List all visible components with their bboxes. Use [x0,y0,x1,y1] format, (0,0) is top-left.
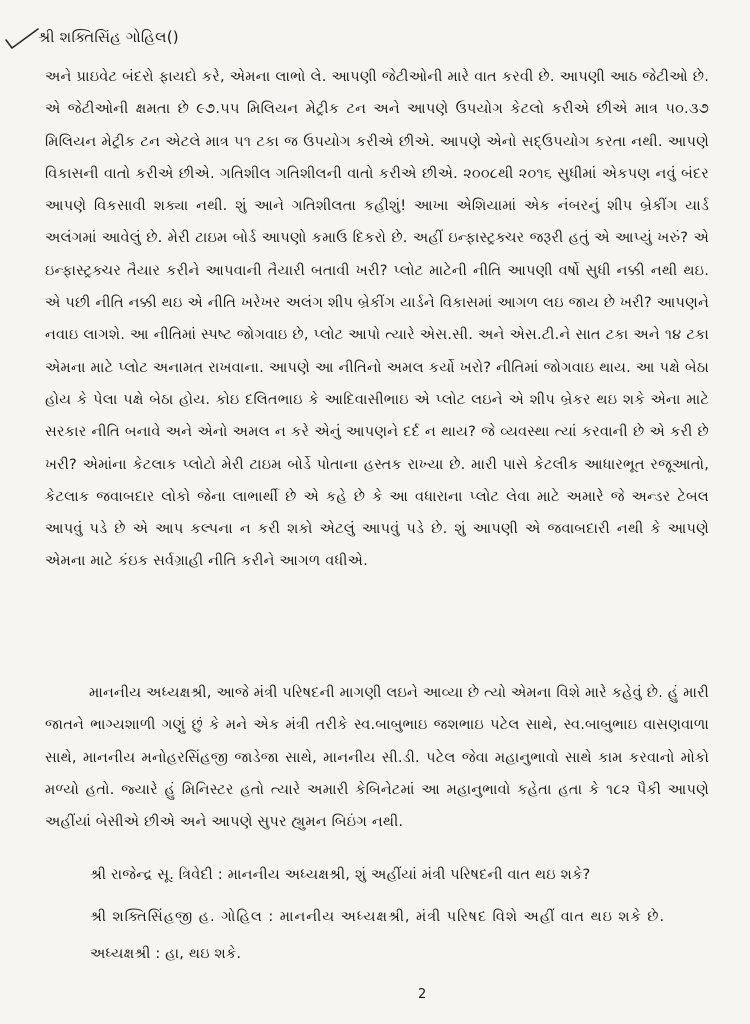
checkmark-icon [4,26,40,52]
page-number: 2 [418,987,427,1002]
dialogue-line-3: અધ્યક્ષશ્રી : હા, થઇ શકે. [90,945,242,962]
paragraph-1: અને પ્રાઇવેટ બંદરો ફાયદો કરે, એમના લાભો લે. આપણી જેટીઓની મારે વાત કરવી છે. આપણી આઠ જેટીઓ છે. એ જેટીઓની ક્ષમતા છે ૯૭.૫૫ મિલિયન મેટ્રીક ટન અને આપણે ઉપયોગ કેટલો કરીએ છીએ માત્ર ૫૦.૩૭ મિલિયન મેટ્રીક ટન એટલે માત્ર ૫૧ ટકા જ ઉપયોગ કરીએ છીએ. આપણે એનો સદ્ઉપયોગ કરતા નથી. આપણે વિકાસની વાતો કરીએ છીએ. ગતિશીલ ગતિશીલની વાતો કરીએ છીએ. ૨૦૦૮થી ૨૦૧૬ સુધીમાં એકપણ નવું બંદર આપણે વિકસાવી શક્યા નથી. શું આને ગતિશીલતા કહીશું! આખા એશિયામાં એક નંબરનું શીપ બ્રેકીંગ યાર્ડ અલંગમાં આવેલું છે. મેરી ટાઇમ બોર્ડ આપણો કમાઉ દિકરો છે. અહીં ઇન્ફાસ્ટ્રક્ચર જરૂરી હતું એ આપ્યું ખરું? એ ઇન્ફાસ્ટ્રક્ચર તૈયાર કરીને આપવાની તૈયારી બતાવી ખરી? પ્લોટ માટેની નીતિ આપણી વર્ષો સુધી નક્કી નથી થઇ. એ પછી નીતિ નક્કી થઇ એ નીતિ ખરેખર અલંગ શીપ બ્રેકીંગ યાર્ડને વિકાસમાં આગળ લઇ જાય છે ખરી? આપણને નવાઇ લાગશે. આ નીતિમાં સ્પષ્ટ જોગવાઇ છે, પ્લોટ આપો ત્યારે એસ.સી. અને એસ.ટી.ને સાત ટકા અને ૧૪ ટકા એમના માટે પ્લોટ અનામત રાખવાના. આપણે આ નીતિનો અમલ કર્યો ખરો? નીતિમાં જોગવાઇ થાય. આ પક્ષે બેઠા હોય કે પેલા પક્ષે બેઠા હોય. કોઇ દલિતભાઇ કે આદિવાસીભાઇ એ પ્લોટ લઇને એ શીપ બ્રેકર થઇ શકે એના માટે સરકાર નીતિ બનાવે અને એનો અમલ ન કરે એનું આપણને દર્દ ન થાય? જે વ્યવસ્થા ત્યાં કરવાની છે એ કરી છે ખરી? એમાંના કેટલાક પ્લોટો મેરી ટાઇમ બોર્ડે પોતાના હસ્તક રાખ્યા છે. મારી પાસે કેટલીક આધારભૂત રજૂઆતો, કેટલાક જવાબદાર લોકો જેના લાભાર્થી છે એ કહે છે કે આ વધારાના પ્લોટ લેવા માટે અમારે જે અન્ડર ટેબલ આપવું પડે છે એ આપ કલ્પના ન કરી શકો એટલું આપવું પડે છે. શું આપણી એ જવાબદારી નથી કે આપણે એમના માટે કંઇક સર્વગ્રાહી નીતિ કરીને આગળ વધીએ. [45,68,709,570]
speaker-heading: શ્રી શક્તિસિંહ ગોહિલ() [38,28,179,46]
dialogue-line-2: શ્રી શક્તિસિંહજી હ. ગોહિલ : માનનીય અધ્યક્ષશ્રી, મંત્રી પરિષદ વિશે અહીં વાત થઇ શકે છે. [90,908,666,925]
dialogue-line-1: શ્રી રાજેન્દ્ર સૂ. ત્રિવેદી : માનનીય અધ્યક્ષશ્રી, શું અહીંયાં મંત્રી પરિષદની વાત થઇ શકે? [90,866,591,883]
paragraph-2: માનનીય અધ્યક્ષશ્રી, આજે મંત્રી પરિષદની માગણી લઇને આવ્યા છે ત્યો એમના વિશે મારે કહેવું છે. હું મારી જાતને ભાગ્યશાળી ગણું છું કે મને એક મંત્રી તરીકે સ્વ.બાબુભાઇ જશભાઇ પટેલ સાથે, સ્વ.બાબુભાઇ વાસણવાળા સાથે, માનનીય મનોહરસિંહજી જાડેજા સાથે, માનનીય સી.ડી. પટેલ જેવા મહાનુભાવો સાથે કામ કરવાનો મોકો મળ્યો હતો. જ્યારે હું મિનિસ્ટર હતો ત્યારે અમારી કેબિનેટમાં આ મહાનુભાવો કહેતા હતા કે ૧૮૨ પૈકી આપણે અહીંયાં બેસીએ છીએ અને આપણે સુપર હ્યુમન બિઇંગ નથી. [45,684,709,831]
